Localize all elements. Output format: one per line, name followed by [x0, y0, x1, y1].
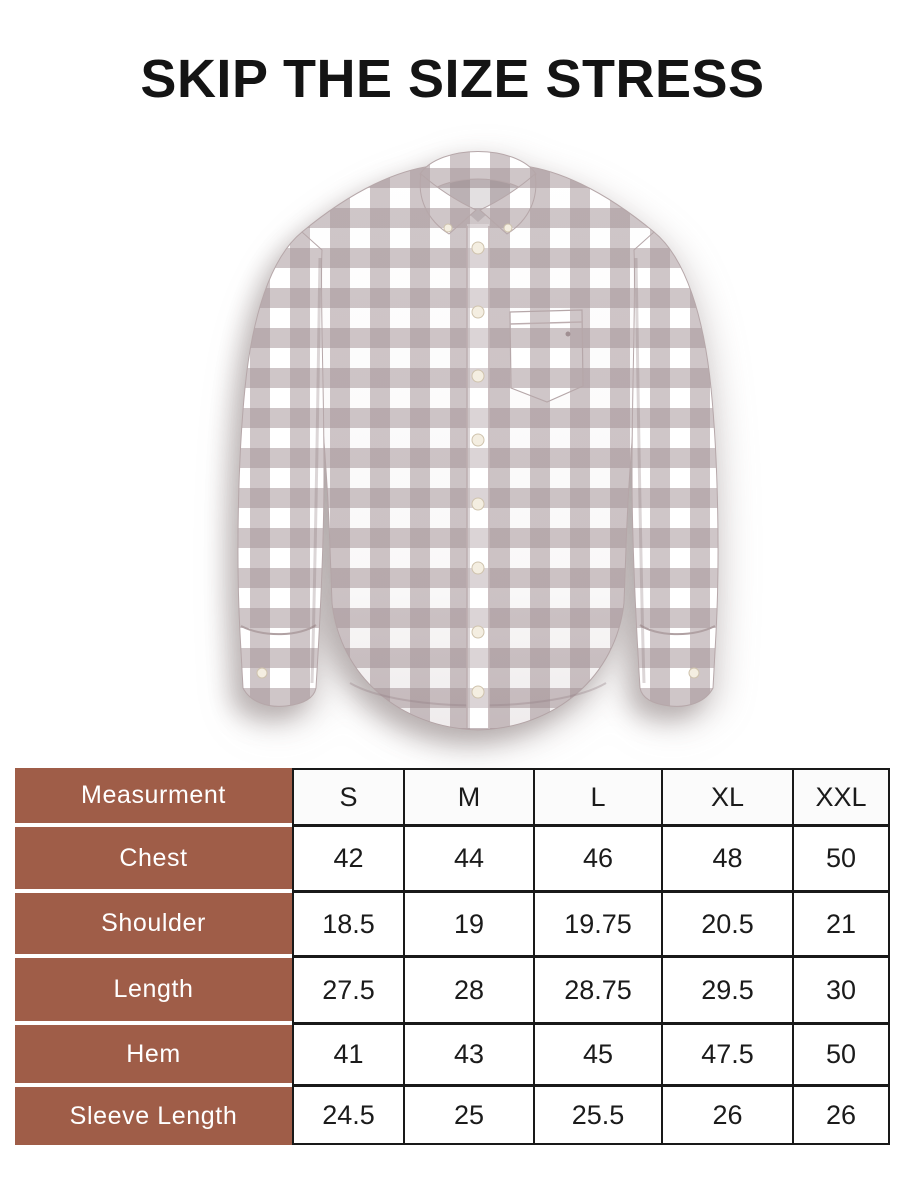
chest-l-value: 46 [533, 827, 661, 893]
right-cuff-button [689, 668, 699, 678]
shirt-image [210, 128, 730, 748]
shoulder-m-value: 19 [403, 893, 533, 958]
size-col-header-l: L [533, 768, 661, 827]
size-col-header-s: S [292, 768, 403, 827]
chest-s-value: 42 [292, 827, 403, 893]
row-label-shoulder: Shoulder [15, 893, 292, 958]
sleeve-length-m-value: 25 [403, 1087, 533, 1145]
length-m-value: 28 [403, 958, 533, 1025]
hem-m-value: 43 [403, 1025, 533, 1087]
right-collar-button [504, 224, 512, 232]
shoulder-l-value: 19.75 [533, 893, 661, 958]
sleeve-length-xl-value: 26 [661, 1087, 792, 1145]
shoulder-xl-value: 20.5 [661, 893, 792, 958]
hem-xl-value: 47.5 [661, 1025, 792, 1087]
size-col-header-xl: XL [661, 768, 792, 827]
size-chart-table [15, 768, 890, 1145]
hem-s-value: 41 [292, 1025, 403, 1087]
shirt-illustration [210, 128, 730, 748]
size-col-header-xxl: XXL [792, 768, 890, 827]
size-chart-header-measurement: Measurment [15, 768, 292, 827]
sleeve-length-xxl-value: 26 [792, 1087, 890, 1145]
length-xl-value: 29.5 [661, 958, 792, 1025]
shoulder-s-value: 18.5 [292, 893, 403, 958]
pocket-logo-icon [566, 332, 571, 337]
chest-xxl-value: 50 [792, 827, 890, 893]
shirt-pocket [510, 310, 583, 402]
row-label-hem: Hem [15, 1025, 292, 1087]
size-col-header-m: M [403, 768, 533, 827]
row-label-sleeve-length: Sleeve Length [15, 1087, 292, 1145]
shirt-right-sleeve [632, 232, 718, 706]
left-cuff-button [257, 668, 267, 678]
shirt-placket [467, 224, 489, 728]
shoulder-xxl-value: 21 [792, 893, 890, 958]
row-label-chest: Chest [15, 827, 292, 893]
chest-m-value: 44 [403, 827, 533, 893]
length-xxl-value: 30 [792, 958, 890, 1025]
chest-xl-value: 48 [661, 827, 792, 893]
hem-xxl-value: 50 [792, 1025, 890, 1087]
page-title: SKIP THE SIZE STRESS [140, 49, 765, 109]
length-l-value: 28.75 [533, 958, 661, 1025]
sleeve-length-l-value: 25.5 [533, 1087, 661, 1145]
shirt-collar [420, 152, 536, 235]
row-label-length: Length [15, 958, 292, 1025]
hem-l-value: 45 [533, 1025, 661, 1087]
length-s-value: 27.5 [292, 958, 403, 1025]
shirt-left-sleeve [238, 232, 324, 706]
left-collar-button [444, 224, 452, 232]
sleeve-length-s-value: 24.5 [292, 1087, 403, 1145]
